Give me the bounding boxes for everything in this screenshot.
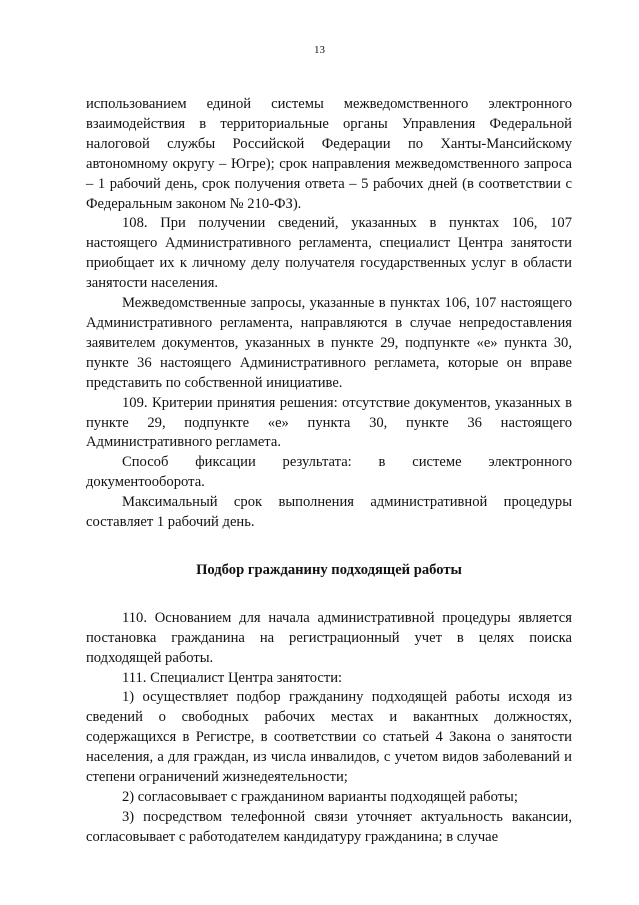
paragraph: 109. Критерии принятия решения: отсутствие документов, указанных в пункте 29, подпункте «е» пункта 30, пункте 36 настоящего Административного регламета. xyxy=(86,394,572,451)
paragraph: Межведомственные запросы, указанные в пунктах 106, 107 настоящего Административного регламента, направляются в случае непредоставления заявителем документов, указанных в пункте 29, подпункте «е» пункта 30, пункте 36 настоящего Административного регламета, которые он вправе представить по собственной инициативе. xyxy=(86,295,572,391)
section-heading: Подбор гражданину подходящей работы xyxy=(196,561,462,578)
paragraph: Максимальный срок выполнения административной процедуры составляет 1 рабочий день. xyxy=(86,494,572,531)
paragraph: 2) согласовывает с гражданином варианты подходящей работы; xyxy=(122,789,518,805)
paragraph: использованием единой системы межведомственного электронного взаимодействия в территориальные органы Управления Федеральной налоговой службы Российской Федерации по Ханты-Мансийскому автономному округу – Югре); срок направления межведомственного запроса – 1 рабочий день, срок получения ответа – 5 рабочих дней (в соответствии с Федеральным законом № 210-ФЗ). xyxy=(86,96,572,212)
paragraph: 111. Специалист Центра занятости: xyxy=(122,669,343,686)
page-number: 13 xyxy=(314,44,325,56)
document-body xyxy=(86,95,572,848)
paragraph: 110. Основанием для начала административной процедуры является постановка гражданина на регистрационный учет в целях поиска подходящей работы. xyxy=(86,609,572,666)
paragraph: 108. При получении сведений, указанных в пунктах 106, 107 настоящего Административного регламента, специалист Центра занятости приобщает их к личному делу получателя государственных услуг в области занятости населения. xyxy=(86,215,572,292)
paragraph: Способ фиксации результата: в системе электронного документооборота. xyxy=(86,454,572,491)
paragraph: 1) осуществляет подбор гражданину подходящей работы исходя из сведений о свободных рабочих местах и вакантных должностях, содержащихся в Регистре, в соответствии со статьей 4 Закона о занятости населения, а для граждан, из числа инвалидов, с учетом видов заболеваний и степени ограничений жизнедеятельности; xyxy=(86,689,572,786)
paragraph: 3) посредством телефонной связи уточняет актуальность вакансии, согласовывает с работодателем кандидатуру гражданина; в случае xyxy=(86,808,572,845)
